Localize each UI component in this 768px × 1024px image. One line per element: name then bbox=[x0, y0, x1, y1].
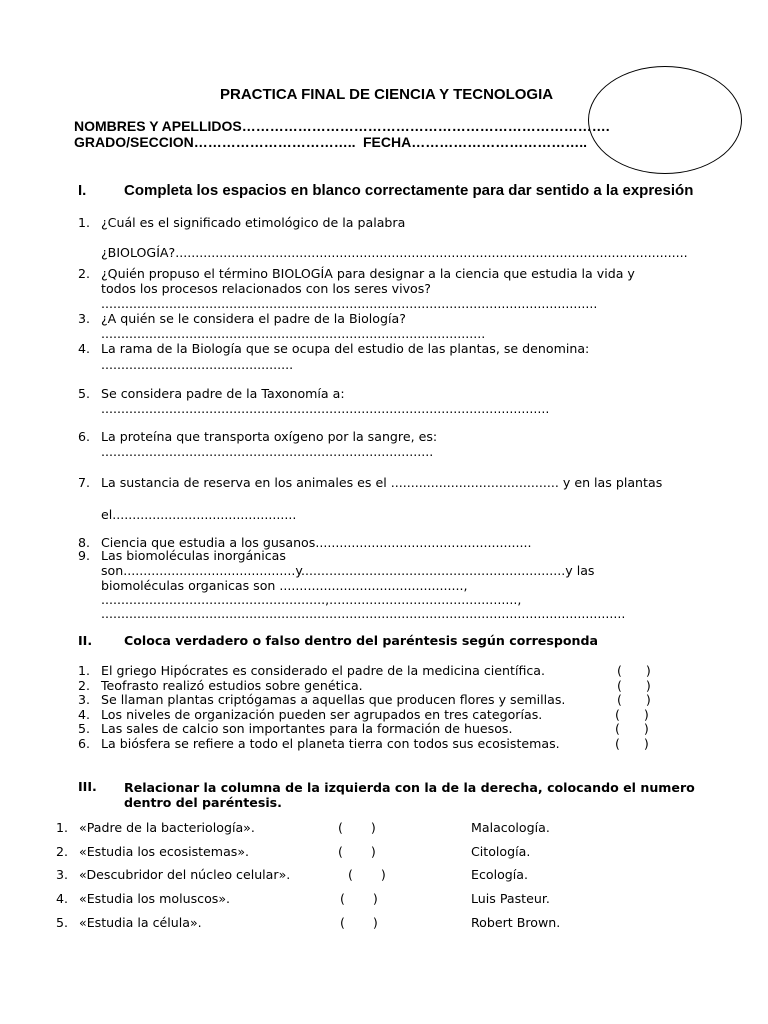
tf-answer-box[interactable]: ( ) bbox=[615, 707, 649, 722]
match-left-item: «Descubridor del núcleo celular». bbox=[79, 867, 291, 882]
question-number: 7. bbox=[78, 475, 91, 490]
question-line[interactable]: La sustancia de reserva en los animales es el .......................................... y en las plantas bbox=[101, 475, 663, 490]
question-line[interactable]: ................................................................................................................ bbox=[101, 401, 550, 416]
section2-roman: II. bbox=[78, 633, 93, 648]
tf-answer-box[interactable]: ( ) bbox=[617, 663, 651, 678]
tf-answer-box[interactable]: ( ) bbox=[615, 736, 649, 751]
question-line: La rama de la Biología que se ocupa del estudio de las plantas, se denomina: bbox=[101, 341, 590, 356]
tf-answer-box[interactable]: ( ) bbox=[617, 678, 651, 693]
question-line[interactable]: ................................................................................................ bbox=[101, 326, 486, 341]
match-right-item: Malacología. bbox=[471, 820, 550, 835]
match-answer-box[interactable]: ( ) bbox=[340, 915, 378, 930]
match-number: 3. bbox=[56, 867, 69, 882]
question-line[interactable]: ................................................................................... bbox=[101, 444, 434, 459]
question-line[interactable]: ................................................................................................................................... bbox=[101, 606, 626, 621]
question-line[interactable]: el.............................................. bbox=[101, 507, 297, 522]
match-left-item: «Estudia los ecosistemas». bbox=[79, 844, 250, 859]
question-number: 8. bbox=[78, 535, 91, 550]
section3-roman: III. bbox=[78, 779, 97, 794]
match-left-item: «Padre de la bacteriología». bbox=[79, 820, 255, 835]
tf-number: 1. bbox=[78, 663, 91, 678]
match-answer-box[interactable]: ( ) bbox=[338, 844, 376, 859]
section3-heading-line2: dentro del paréntesis. bbox=[124, 795, 282, 810]
tf-number: 2. bbox=[78, 678, 91, 693]
grade-field[interactable]: GRADO/SECCION…………………………….. bbox=[74, 134, 356, 150]
question-line[interactable]: ........................................................,..............................................., bbox=[101, 592, 522, 607]
question-line: ¿Quién propuso el término BIOLOGÍA para designar a la ciencia que estudia la vida y bbox=[101, 266, 635, 281]
question-number: 6. bbox=[78, 429, 91, 444]
tf-statement: El griego Hipócrates es considerado el padre de la medicina científica. bbox=[101, 663, 546, 678]
question-line: ¿A quién se le considera el padre de la Biología? bbox=[101, 311, 406, 326]
question-line: Las biomoléculas inorgánicas bbox=[101, 548, 286, 563]
photo-circle bbox=[588, 66, 742, 174]
tf-number: 3. bbox=[78, 692, 91, 707]
match-answer-box[interactable]: ( ) bbox=[340, 891, 378, 906]
match-right-item: Luis Pasteur. bbox=[471, 891, 550, 906]
page-title: PRACTICA FINAL DE CIENCIA Y TECNOLOGIA bbox=[220, 86, 554, 103]
question-number: 1. bbox=[78, 215, 91, 230]
tf-statement: La biósfera se refiere a todo el planeta tierra con todos sus ecosistemas. bbox=[101, 736, 560, 751]
tf-statement: Se llaman plantas criptógamas a aquellas que producen flores y semillas. bbox=[101, 692, 566, 707]
question-line[interactable]: ............................................................................................................................ bbox=[101, 296, 598, 311]
question-number: 3. bbox=[78, 311, 91, 326]
names-field[interactable]: NOMBRES Y APELLIDOS……………………………………………………………………. bbox=[74, 118, 610, 134]
tf-statement: Teofrasto realizó estudios sobre genética. bbox=[101, 678, 363, 693]
tf-answer-box[interactable]: ( ) bbox=[617, 692, 651, 707]
section1-heading: Completa los espacios en blanco correctamente para dar sentido a la expresión bbox=[124, 182, 694, 199]
question-line: ¿Cuál es el significado etimológico de la palabra bbox=[101, 215, 406, 230]
tf-number: 4. bbox=[78, 707, 91, 722]
question-line[interactable]: son...........................................y..................................................................y las bbox=[101, 563, 595, 578]
match-answer-box[interactable]: ( ) bbox=[348, 867, 386, 882]
section1-roman: I. bbox=[78, 182, 87, 199]
match-right-item: Citología. bbox=[471, 844, 531, 859]
date-field[interactable]: FECHA……………………………….. bbox=[363, 134, 587, 150]
match-right-item: Ecología. bbox=[471, 867, 529, 882]
question-number: 9. bbox=[78, 548, 91, 563]
question-line[interactable]: biomoléculas organicas son .............................................., bbox=[101, 578, 468, 593]
question-line[interactable]: ................................................ bbox=[101, 357, 294, 372]
tf-statement: Los niveles de organización pueden ser agrupados en tres categorías. bbox=[101, 707, 543, 722]
question-line: Se considera padre de la Taxonomía a: bbox=[101, 386, 345, 401]
section2-heading: Coloca verdadero o falso dentro del paréntesis según corresponda bbox=[124, 633, 598, 648]
question-line: todos los procesos relacionados con los seres vivos? bbox=[101, 281, 431, 296]
question-line: La proteína que transporta oxígeno por la sangre, es: bbox=[101, 429, 438, 444]
tf-statement: Las sales de calcio son importantes para la formación de huesos. bbox=[101, 721, 513, 736]
match-number: 2. bbox=[56, 844, 69, 859]
question-number: 5. bbox=[78, 386, 91, 401]
match-number: 5. bbox=[56, 915, 69, 930]
match-left-item: «Estudia los moluscos». bbox=[79, 891, 231, 906]
question-line[interactable]: ¿BIOLOGÍA?................................................................................................................................ bbox=[101, 245, 688, 260]
tf-answer-box[interactable]: ( ) bbox=[615, 721, 649, 736]
match-left-item: «Estudia la célula». bbox=[79, 915, 202, 930]
section3-heading-line1: Relacionar la columna de la izquierda con la de la derecha, colocando el numero bbox=[124, 780, 695, 795]
match-answer-box[interactable]: ( ) bbox=[338, 820, 376, 835]
match-number: 1. bbox=[56, 820, 69, 835]
question-line[interactable]: Ciencia que estudia a los gusanos...................................................... bbox=[101, 535, 532, 550]
match-right-item: Robert Brown. bbox=[471, 915, 561, 930]
question-number: 4. bbox=[78, 341, 91, 356]
question-number: 2. bbox=[78, 266, 91, 281]
tf-number: 6. bbox=[78, 736, 91, 751]
match-number: 4. bbox=[56, 891, 69, 906]
tf-number: 5. bbox=[78, 721, 91, 736]
